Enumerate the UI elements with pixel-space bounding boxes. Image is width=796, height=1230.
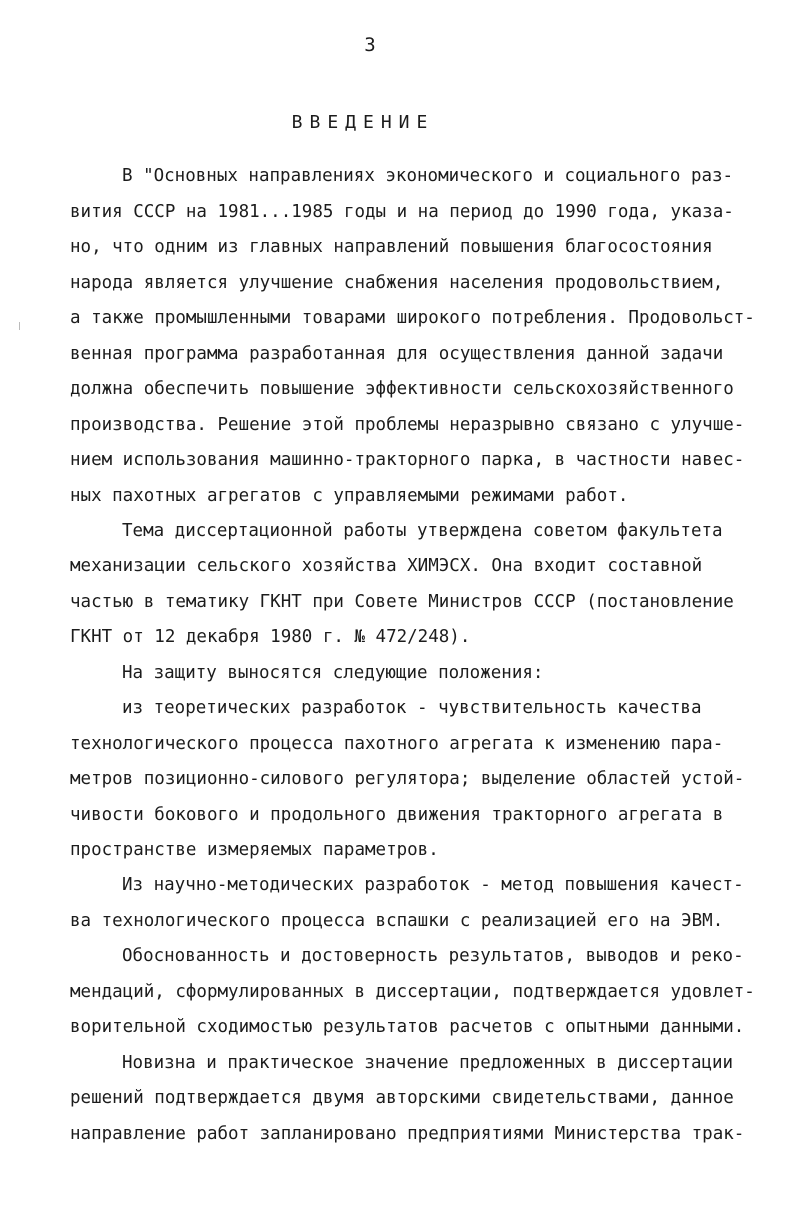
text-line: а также промышленными товарами широкого потребления. Продовольст- <box>70 308 755 328</box>
text-line: Из научно-методических разработок - метод повышения качест- <box>122 875 744 895</box>
text-line: Новизна и практическое значение предложенных в диссертации <box>122 1053 734 1073</box>
text-line: ных пахотных агрегатов с управляемыми режимами работ. <box>70 486 629 506</box>
text-line: Тема диссертационной работы утверждена советом факультета <box>122 521 723 541</box>
margin-mark <box>19 322 20 330</box>
text-line: пространстве измеряемых параметров. <box>70 840 439 860</box>
text-line: На защиту выносятся следующие положения: <box>122 663 544 683</box>
text-line: решений подтверждается двумя авторскими свидетельствами, данное <box>70 1088 734 1108</box>
text-line: метров позиционно-силового регулятора; выделение областей устой- <box>70 769 745 789</box>
text-line: чивости бокового и продольного движения тракторного агрегата в <box>70 805 724 825</box>
text-line: Обоснованность и достоверность результатов, выводов и реко- <box>122 946 744 966</box>
text-line: венная программа разработанная для осуществления данной задачи <box>70 344 724 364</box>
text-line: ГКНТ от 12 декабря 1980 г. № 472/248). <box>70 627 471 647</box>
text-line: механизации сельского хозяйства ХИМЭСХ. Она входит составной <box>70 556 703 576</box>
text-line: технологического процесса пахотного агрегата к изменению пара- <box>70 734 724 754</box>
text-line: но, что одним из главных направлений повышения благосостояния <box>70 237 713 257</box>
text-line: нием использования машинно-тракторного парка, в частности навес- <box>70 450 745 470</box>
text-line: производства. Решение этой проблемы неразрывно связано с улучше- <box>70 415 745 435</box>
text-line: народа является улучшение снабжения населения продовольствием, <box>70 273 724 293</box>
text-line: мендаций, сформулированных в диссертации, подтверждается удовлет- <box>70 982 755 1002</box>
text-line: ва технологического процесса вспашки с реализацией его на ЭВМ. <box>70 911 724 931</box>
text-line: частью в тематику ГКНТ при Совете Министров СССР (постановление <box>70 592 734 612</box>
text-line: из теоретических разработок - чувствительность качества <box>122 698 702 718</box>
text-line: ворительной сходимостью результатов расчетов с опытными данными. <box>70 1017 745 1037</box>
text-line: должна обеспечить повышение эффективности сельскохозяйственного <box>70 379 734 399</box>
text-line: вития СССР на 1981...1985 годы и на период до 1990 года, указа- <box>70 202 734 222</box>
text-line: В "Основных направлениях экономического и социального раз- <box>122 166 734 186</box>
page-number: 3 <box>364 34 376 56</box>
section-heading: ВВЕДЕНИЕ <box>291 112 435 133</box>
text-line: направление работ запланировано предприятиями Министерства трак- <box>70 1124 745 1144</box>
